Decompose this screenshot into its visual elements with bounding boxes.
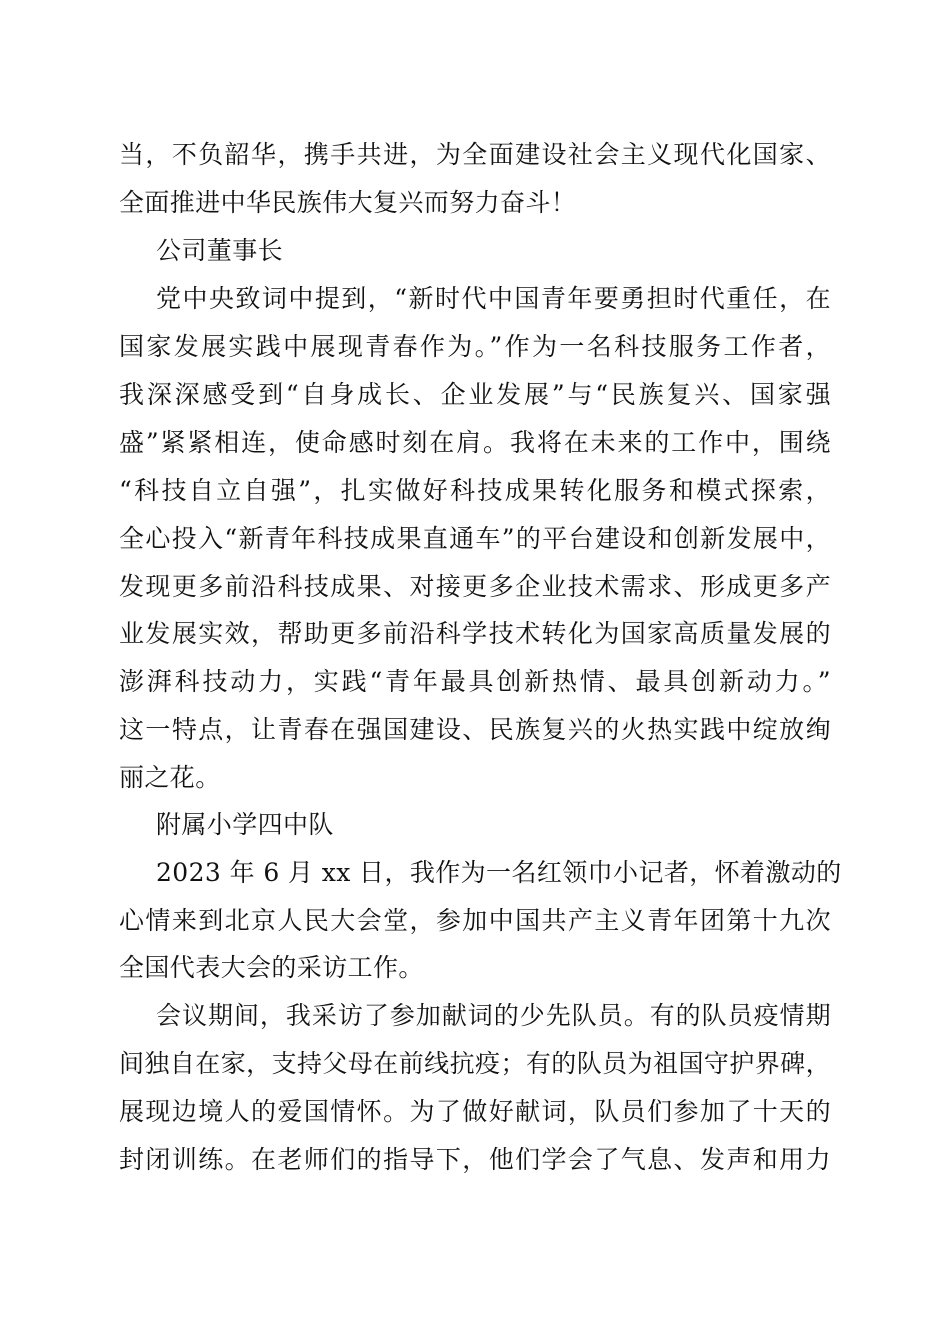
- text-line: 发现更多前沿科技成果、对接更多企业技术需求、形成更多产: [119, 572, 831, 601]
- text-line: 展现边境人的爱国情怀。为了做好献词，队员们参加了十天的: [119, 1097, 831, 1126]
- text-line: 会议期间，我采访了参加献词的少先队员。有的队员疫情期: [156, 1001, 831, 1030]
- text-line: 当，不负韶华，携手共进，为全面建设社会主义现代化国家、: [119, 140, 831, 169]
- text-line: 澎湃科技动力，实践“青年最具创新热情、最具创新动力。”: [119, 667, 831, 696]
- text-line: 国家发展实践中展现青春作为。”作为一名科技服务工作者，: [119, 332, 831, 361]
- text-line: 2023 年 6 月 xx 日，我作为一名红领巾小记者，怀着激动的: [156, 858, 842, 887]
- text-line: 附属小学四中队: [156, 810, 334, 839]
- text-line: 党中央致词中提到，“新时代中国青年要勇担时代重任，在: [156, 284, 831, 313]
- text-line: 丽之花。: [119, 763, 221, 792]
- text-line: 全面推进中华民族伟大复兴而努力奋斗！: [119, 188, 577, 217]
- text-line: 这一特点，让青春在强国建设、民族复兴的火热实践中绽放绚: [119, 715, 831, 744]
- text-line: 盛”紧紧相连，使命感时刻在肩。我将在未来的工作中，围绕: [119, 428, 831, 457]
- text-line: 全心投入“新青年科技成果直通车”的平台建设和创新发展中，: [119, 524, 831, 553]
- text-line: 心情来到北京人民大会堂，参加中国共产主义青年团第十九次: [119, 906, 831, 935]
- text-line: 我深深感受到“自身成长、企业发展”与“民族复兴、国家强: [119, 380, 831, 409]
- text-line: 封闭训练。在老师们的指导下，他们学会了气息、发声和用力: [119, 1145, 831, 1174]
- text-line: 业发展实效，帮助更多前沿科学技术转化为国家高质量发展的: [119, 619, 831, 648]
- text-line: 间独自在家，支持父母在前线抗疫；有的队员为祖国守护界碑，: [119, 1049, 831, 1078]
- text-line: 全国代表大会的采访工作。: [119, 953, 424, 982]
- text-line: 公司董事长: [156, 236, 284, 265]
- text-line: “科技自立自强”，扎实做好科技成果转化服务和模式探索，: [119, 476, 831, 505]
